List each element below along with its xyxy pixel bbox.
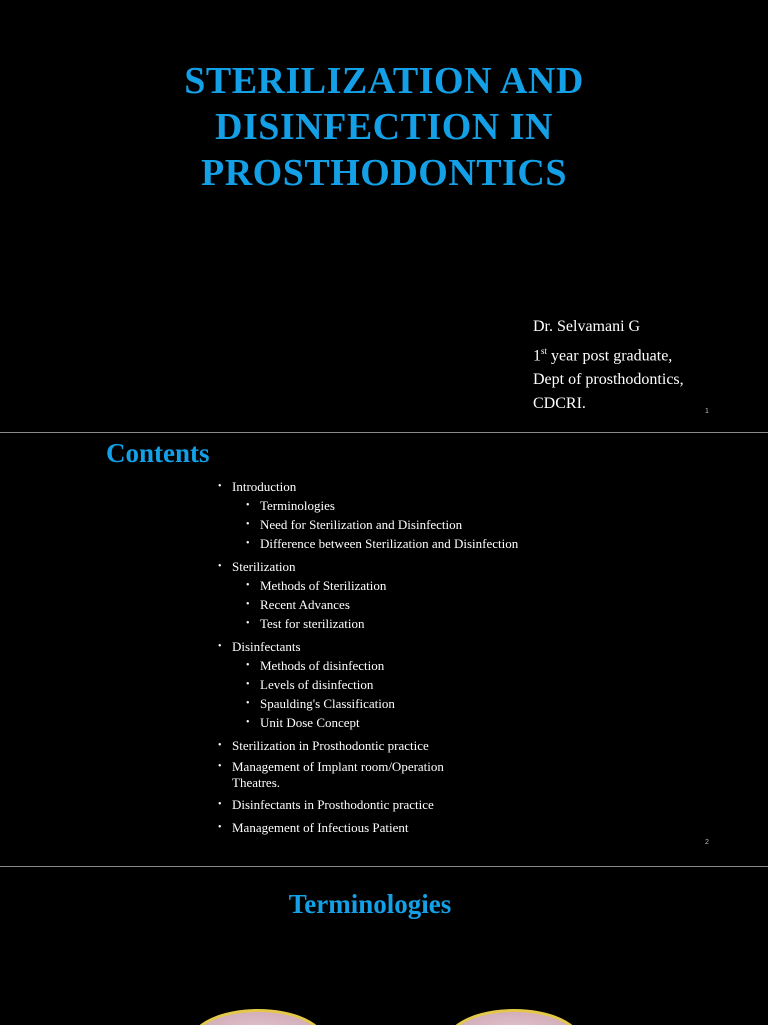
list-subitem: • Terminologies xyxy=(218,496,518,515)
page-number: 2 xyxy=(705,839,709,846)
terminologies-slide xyxy=(0,867,768,1025)
title-line-1: STERILIZATION AND xyxy=(184,60,584,102)
slide-heading: Contents xyxy=(106,438,210,468)
list-item: • Sterilization in Prosthodontic practice xyxy=(218,736,518,755)
title-line-2: DISINFECTION IN xyxy=(215,106,553,148)
list-subitem: • Recent Advances xyxy=(218,595,518,614)
list-item: • Sterilization xyxy=(218,557,518,576)
cell-image-left xyxy=(190,1009,326,1025)
author-name: Dr. Selvamani G xyxy=(533,318,641,335)
list-item: • Management of Implant room/Operation Theatres. xyxy=(218,759,482,791)
list-subitem: • Need for Sterilization and Disinfection xyxy=(218,515,518,534)
slide-title xyxy=(0,58,768,196)
page-number: 1 xyxy=(705,408,709,415)
list-subitem: • Spaulding's Classification xyxy=(218,694,518,713)
list-subitem: • Unit Dose Concept xyxy=(218,713,518,732)
author-year xyxy=(533,339,684,368)
list-subitem: • Levels of disinfection xyxy=(218,675,518,694)
author-institution: CDCRI. xyxy=(533,395,586,413)
list-subitem: • Methods of Sterilization xyxy=(218,576,518,595)
list-item: • Disinfectants xyxy=(218,637,518,656)
list-subitem: • Test for sterilization xyxy=(218,614,518,633)
list-item: • Introduction xyxy=(218,477,518,496)
title-line-3: PROSTHODONTICS xyxy=(201,152,567,194)
list-subitem: • Methods of disinfection xyxy=(218,656,518,675)
author-year-rest: year post graduate, xyxy=(547,347,673,365)
list-subitem: • Difference between Sterilization and Disinfection xyxy=(218,534,518,553)
cell-image-right xyxy=(446,1009,582,1025)
author-year-sup: st xyxy=(541,346,548,356)
list-item: • Management of Infectious Patient xyxy=(218,818,518,837)
title-slide xyxy=(0,0,768,432)
list-item: • Disinfectants in Prosthodontic practice xyxy=(218,795,518,814)
contents-slide xyxy=(0,433,768,866)
contents-list xyxy=(218,477,518,837)
slide-heading: Terminologies xyxy=(288,889,452,919)
author-dept: Dept of prosthodontics, xyxy=(533,371,684,389)
author-year-number: 1 xyxy=(533,347,541,365)
author-block xyxy=(533,315,684,416)
